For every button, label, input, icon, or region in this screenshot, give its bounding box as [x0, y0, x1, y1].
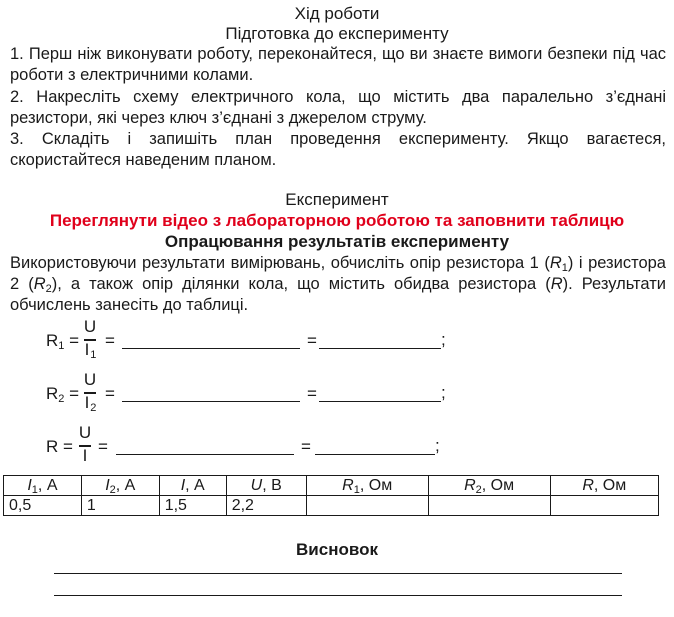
header-r: R, Ом — [550, 476, 658, 496]
cell-i2[interactable]: 1 — [81, 496, 159, 516]
table-header-row — [4, 476, 659, 496]
results-table — [3, 475, 659, 516]
cell-u[interactable]: 2,2 — [226, 496, 306, 516]
header-r1: $R_1$, Ом — [306, 476, 428, 496]
header-i: I, А — [159, 476, 226, 496]
conclusion-line-2[interactable] — [54, 595, 622, 596]
processing-instruction: Використовуючи результати вимірювань, обчисліть опір резистора 1 $(R_1)$ і резистора 2 $(R_2)$, а також опір ділянки кола, що містить обидва резистора (R). Результати обчислень занесіть до таблиці. — [10, 254, 666, 315]
cell-r[interactable] — [550, 496, 658, 516]
header-u: U, В — [226, 476, 306, 496]
formula-r1-lhs: $R_1$ = — [46, 331, 80, 352]
formula-r-blank-1[interactable] — [116, 454, 294, 455]
formula-r-blank-2[interactable] — [315, 454, 435, 455]
conclusion-line-1[interactable] — [54, 573, 622, 574]
step-3: 3. Складіть і запишіть план проведення експерименту. Якщо вагаєтеся, скористайтеся наведеним планом. — [10, 130, 666, 170]
section-subtitle: Підготовка до експерименту — [225, 24, 449, 43]
cell-i1[interactable]: 0,5 — [4, 496, 82, 516]
formula-r1-blank-2[interactable] — [319, 348, 441, 349]
table-row — [4, 496, 659, 516]
conclusion-title: Висновок — [296, 540, 378, 559]
processing-title: Опрацювання результатів експерименту — [164, 232, 510, 251]
video-link[interactable]: Переглянути відео з лабораторною роботою та заповнити таблицю — [49, 211, 625, 230]
cell-r2[interactable] — [428, 496, 550, 516]
step-2: 2. Накресліть схему електричного кола, що містить два паралельно з’єднані резистори, які через ключ з’єднані з джерелом струму. — [10, 88, 666, 128]
formula-r2-blank-2[interactable] — [319, 401, 441, 402]
cell-r1[interactable] — [306, 496, 428, 516]
header-i2: $I_2$, А — [81, 476, 159, 496]
cell-i[interactable]: 1,5 — [159, 496, 226, 516]
experiment-title: Експеримент — [285, 190, 389, 209]
page-title: Хід роботи — [294, 4, 380, 23]
formula-r-lhs: R = — [46, 437, 73, 456]
header-r2: $R_2$, Ом — [428, 476, 550, 496]
step-1: 1. Перш ніж виконувати роботу, переконайтеся, що ви знаєте вимоги безпеки під час роботи з електричними колами. — [10, 45, 666, 85]
formula-r1-blank-1[interactable] — [122, 348, 300, 349]
formula-r2-lhs: $R_2$ = — [46, 384, 80, 405]
formula-r2-blank-1[interactable] — [122, 401, 300, 402]
header-i1: $I_1$, А — [4, 476, 82, 496]
